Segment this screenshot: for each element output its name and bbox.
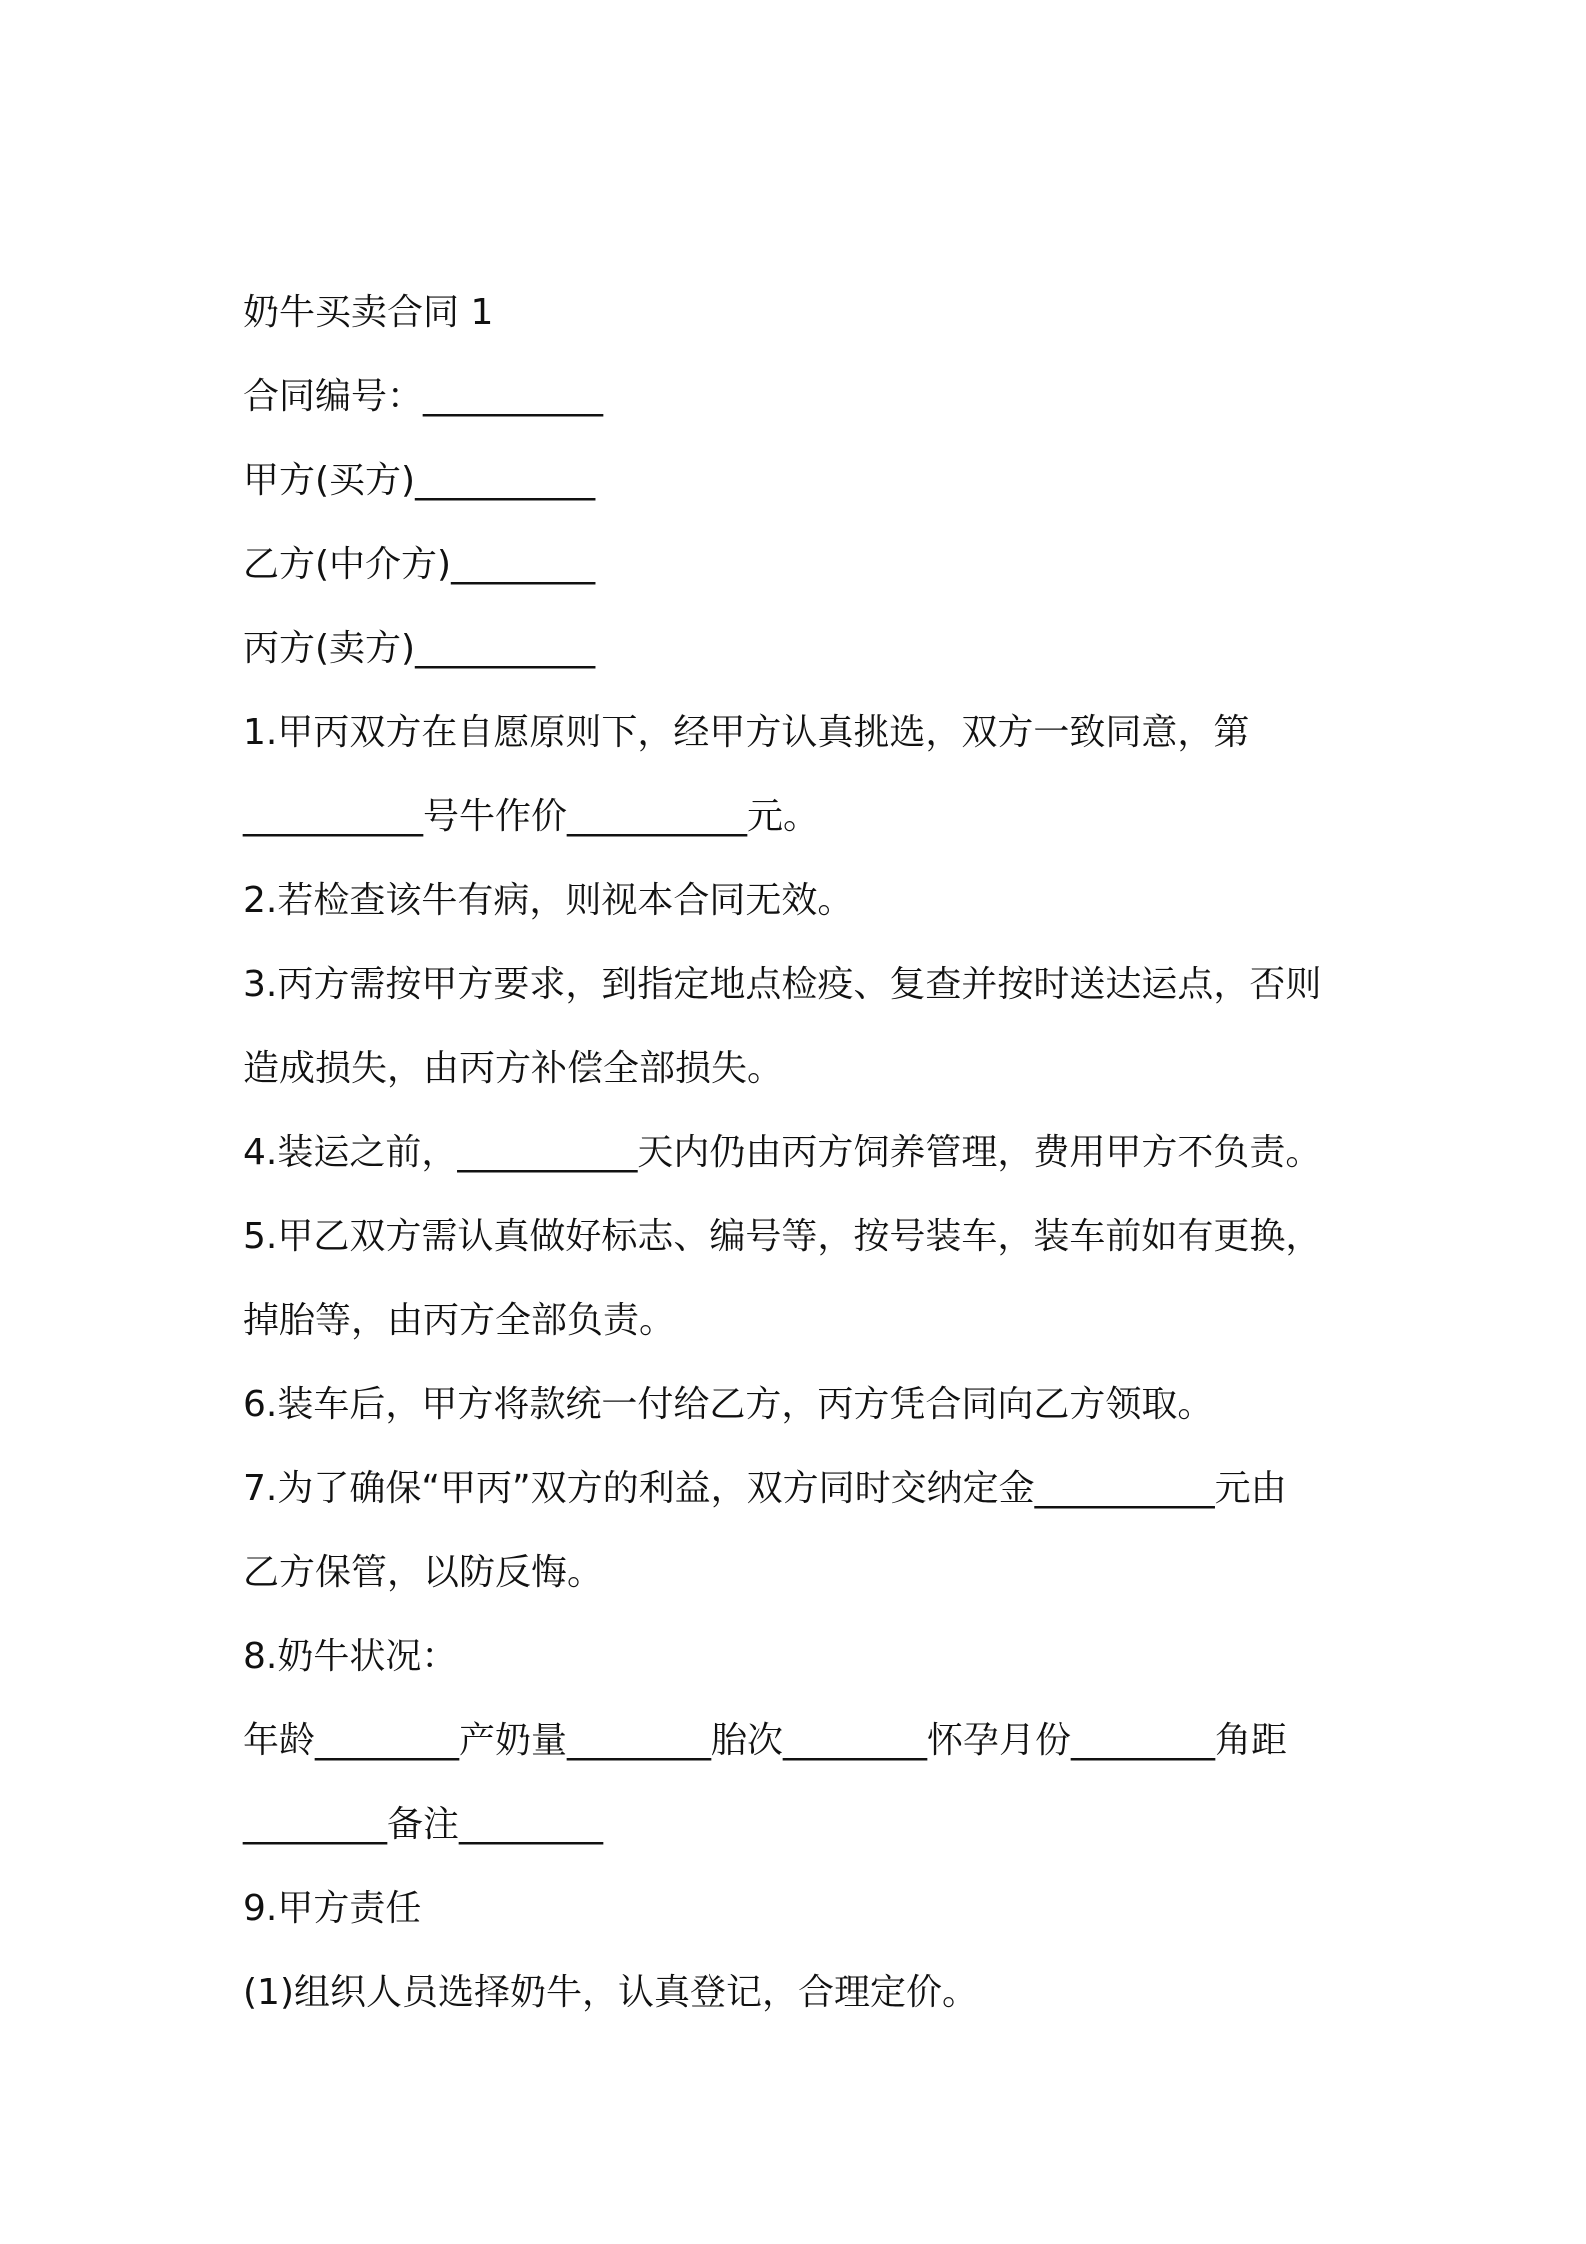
- cow-condition-line-2: ________备注________: [243, 1804, 604, 1845]
- clause-3-line-1: 3.丙方需按甲方要求，到指定地点检疫、复查并按时送达运点，否则: [243, 964, 1322, 1005]
- contract-number-field: 合同编号：__________: [243, 376, 604, 417]
- party-b-agent-field: 乙方(中介方)________: [243, 544, 596, 585]
- clause-9-heading: 9.甲方责任: [243, 1888, 422, 1929]
- clause-2: 2.若检查该牛有病，则视本合同无效。: [243, 880, 854, 921]
- party-a-buyer-field: 甲方(买方)__________: [243, 460, 596, 501]
- party-c-seller-field: 丙方(卖方)__________: [243, 628, 596, 669]
- clause-8-heading: 8.奶牛状况：: [243, 1636, 458, 1677]
- clause-5-line-1: 5.甲乙双方需认真做好标志、编号等，按号装车，装车前如有更换，: [243, 1216, 1322, 1257]
- clause-7-line-2: 乙方保管，以防反悔。: [243, 1552, 604, 1593]
- clause-4: 4.装运之前，__________天内仍由丙方饲养管理，费用甲方不负责。: [243, 1132, 1322, 1173]
- clause-6: 6.装车后，甲方将款统一付给乙方，丙方凭合同向乙方领取。: [243, 1384, 1214, 1425]
- clause-5-line-2: 掉胎等，由丙方全部负责。: [243, 1300, 676, 1341]
- clause-3-line-2: 造成损失，由丙方补偿全部损失。: [243, 1048, 784, 1089]
- clause-1-line-2: __________号牛作价__________元。: [243, 796, 820, 837]
- contract-title: 奶牛买卖合同 1: [243, 292, 494, 333]
- clause-9-item-1: (1)组织人员选择奶牛，认真登记，合理定价。: [243, 1972, 978, 2013]
- cow-condition-line-1: 年龄________产奶量________胎次________怀孕月份________角距: [243, 1720, 1288, 1761]
- clause-1-line-1: 1.甲丙双方在自愿原则下，经甲方认真挑选，双方一致同意，第: [243, 712, 1250, 753]
- clause-7-line-1: 7.为了确保“甲丙”双方的利益，双方同时交纳定金__________元由: [243, 1468, 1287, 1509]
- contract-body: [243, 280, 1363, 2044]
